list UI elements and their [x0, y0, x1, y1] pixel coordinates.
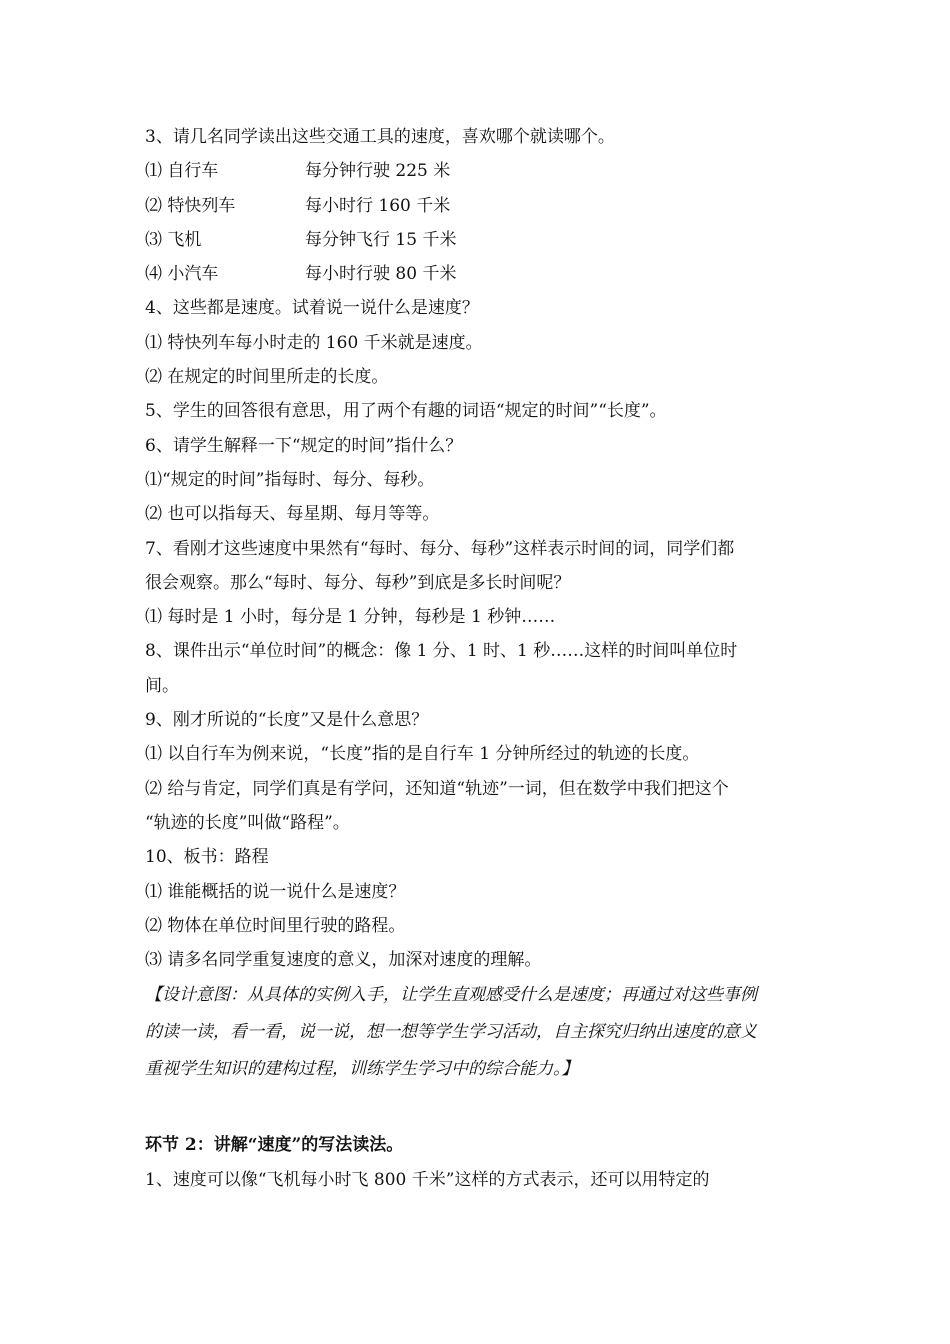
paragraph-step-8-line-2: 间。 — [145, 675, 179, 696]
vehicle-speed: 每分钟行驶 225 米 — [305, 161, 451, 182]
vehicle-row-bicycle — [145, 154, 825, 188]
document-body — [145, 120, 825, 1197]
paragraph-step-9: 9、刚才所说的“长度”又是什么意思？ — [145, 710, 429, 731]
vehicle-label: ⑶ 飞机 — [145, 229, 202, 250]
design-intent-line-2: 的读一读，看一看，说一说，想一想等学生学习活动，自主探究归纳出速度的意义 — [145, 1022, 757, 1043]
vehicle-label: ⑵ 特快列车 — [145, 195, 236, 216]
paragraph-step-1: 1、速度可以像“飞机每小时飞 800 千米”这样的方式表示，还可以用特定的 — [145, 1169, 710, 1190]
paragraph-step-7-line-1: 7、看刚才这些速度中果然有“每时、每分、每秒”这样表示时间的词，同学们都 — [145, 538, 735, 559]
paragraph-item: ⑵ 在规定的时间里所走的长度。 — [145, 367, 389, 388]
paragraph-item: ⑶ 请多名同学重复速度的意义，加深对速度的理解。 — [145, 950, 542, 971]
paragraph-step-7-line-2: 很会观察。那么“每时、每分、每秒”到底是多长时间呢？ — [145, 572, 571, 593]
section-heading: 环节 2：讲解“速度”的写法读法。 — [145, 1135, 404, 1156]
vehicle-speed: 每小时行 160 千米 — [305, 195, 451, 216]
paragraph-step-5: 5、学生的回答很有意思，用了两个有趣的词语“规定的时间”“长度”。 — [145, 401, 667, 422]
paragraph-step-3: 3、请几名同学读出这些交通工具的速度，喜欢哪个就读哪个。 — [145, 127, 615, 147]
design-intent-line-1: 【设计意图：从具体的实例入手，让学生直观感受什么是速度；再通过对这些事例 — [145, 985, 757, 1006]
vehicle-row-airplane — [145, 223, 825, 257]
paragraph-step-8-line-1: 8、课件出示“单位时间”的概念：像 1 分、1 时、1 秒……这样的时间叫单位时 — [145, 641, 738, 662]
design-intent-line-3: 重视学生知识的建构过程，训练学生学习中的综合能力。】 — [145, 1059, 579, 1080]
vehicle-row-express-train — [145, 189, 825, 223]
paragraph-item: ⑵ 物体在单位时间里行驶的路程。 — [145, 915, 406, 936]
paragraph-item: ⑴ 每时是 1 小时，每分是 1 分钟，每秒是 1 秒钟…… — [145, 607, 556, 628]
paragraph-step-4: 4、这些都是速度。试着说一说什么是速度？ — [145, 298, 479, 319]
vehicle-label: ⑴ 自行车 — [145, 161, 219, 182]
paragraph-item: ⑵ 也可以指每天、每星期、每月等等。 — [145, 504, 440, 525]
vehicle-label: ⑷ 小汽车 — [145, 264, 219, 285]
paragraph-item: ⑴ 以自行车为例来说，“长度”指的是自行车 1 分钟所经过的轨迹的长度。 — [145, 744, 700, 765]
paragraph-item: ⑴“规定的时间”指每时、每分、每秒。 — [145, 469, 435, 490]
vehicle-row-car — [145, 257, 825, 291]
paragraph-step-6: 6、请学生解释一下“规定的时间”指什么？ — [145, 435, 463, 456]
paragraph-step-10: 10、板书：路程 — [145, 847, 269, 868]
section-spacer — [145, 1088, 825, 1128]
paragraph-item-line-1: ⑵ 给与肯定，同学们真是有学问，还知道“轨迹”一词，但在数学中我们把这个 — [145, 778, 729, 799]
vehicle-speed: 每小时行驶 80 千米 — [305, 264, 457, 285]
paragraph-item: ⑴ 特快列车每小时走的 160 千米就是速度。 — [145, 332, 483, 353]
paragraph-item-line-2: “轨迹的长度”叫做“路程”。 — [145, 812, 350, 833]
paragraph-item: ⑴ 谁能概括的说一说什么是速度？ — [145, 881, 406, 902]
vehicle-speed: 每分钟飞行 15 千米 — [305, 229, 457, 250]
